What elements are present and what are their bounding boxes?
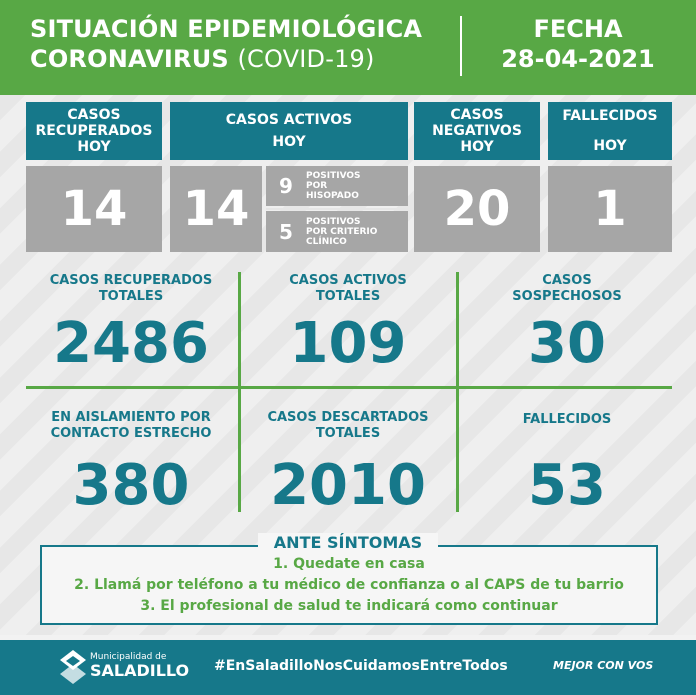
- clinico-label-2: POR CRITERIO: [306, 226, 378, 237]
- negativos-hoy-header: [414, 102, 540, 160]
- hisopado-label: [306, 171, 361, 201]
- activos-totales-label-1: CASOS ACTIVOS: [289, 273, 407, 288]
- page-title: [30, 14, 422, 74]
- sospechosos-label-1: CASOS: [542, 273, 592, 288]
- activos-hoy-header: [170, 102, 408, 160]
- fallecidos-hoy-header: [548, 102, 672, 160]
- sospechosos-label-2: SOSPECHOSOS: [512, 289, 622, 304]
- municipality-big: SALADILLO: [90, 661, 190, 680]
- activos-totales-value: 109: [289, 311, 407, 376]
- hisopado-label-1: POSITIVOS: [306, 171, 361, 181]
- grid-line-vertical-2: [456, 272, 459, 512]
- recuperados-hoy-label-3: HOY: [77, 139, 111, 155]
- aislamiento-label-1: EN AISLAMIENTO POR: [51, 410, 211, 425]
- fallecidos-totales-label: FALLECIDOS: [522, 412, 612, 427]
- activos-hoy-value: 14: [170, 166, 262, 252]
- sospechosos-value: 30: [528, 311, 606, 376]
- activos-sub-divider: [266, 208, 408, 210]
- aislamiento-value: 380: [72, 453, 190, 518]
- aislamiento-label: [26, 410, 236, 442]
- clinico-value: 5: [279, 219, 293, 244]
- symptom-item-1: 1. Quedate en casa: [273, 556, 425, 572]
- footer-slogan: MEJOR CON VOS: [553, 659, 654, 672]
- grid-line-horizontal: [26, 386, 672, 389]
- recuperados-hoy-value: 14: [26, 166, 162, 252]
- descartados-label-2: TOTALES: [315, 426, 381, 441]
- title-coronavirus: CORONAVIRUS: [30, 45, 229, 73]
- recuperados-hoy-label-2: RECUPERADOS: [35, 123, 153, 139]
- header-divider: [460, 16, 462, 76]
- fallecidos-hoy-value: 1: [548, 166, 672, 252]
- descartados-value: 2010: [270, 453, 426, 518]
- saladillo-logo-icon: [60, 650, 86, 684]
- date-label: FECHA: [533, 15, 623, 43]
- aislamiento-label-2: CONTACTO ESTRECHO: [50, 426, 212, 441]
- municipality-small: Municipalidad de: [90, 652, 167, 662]
- recuperados-totales-label: [26, 273, 236, 305]
- activos-hisopado-row: [266, 166, 408, 206]
- grid-line-vertical-1: [238, 272, 241, 512]
- activos-hoy-label-2: HOY: [272, 134, 306, 150]
- clinico-label: [306, 217, 377, 247]
- footer-hashtag: #EnSaladilloNosCuidamosEntreTodos: [214, 658, 508, 674]
- symptom-item-2: 2. Llamá por teléfono a tu médico de confianza o al CAPS de tu barrio: [74, 577, 624, 593]
- hisopado-label-3: HISOPADO: [306, 191, 359, 201]
- symptom-item-3: 3. El profesional de salud te indicará como continuar: [140, 598, 558, 614]
- recuperados-hoy-label-1: CASOS: [67, 107, 121, 123]
- descartados-label-1: CASOS DESCARTADOS: [267, 410, 429, 425]
- recuperados-totales-value: 2486: [53, 311, 209, 376]
- negativos-hoy-label-3: HOY: [460, 139, 494, 155]
- date-block: [478, 14, 678, 74]
- activos-hoy-label-1: CASOS ACTIVOS: [225, 112, 353, 128]
- symptoms-title: ANTE SÍNTOMAS: [258, 533, 438, 552]
- descartados-label: [242, 410, 454, 442]
- clinico-label-1: POSITIVOS: [306, 216, 361, 227]
- title-covid: (COVID-19): [237, 45, 375, 73]
- fallecidos-totales-value: 53: [528, 453, 606, 518]
- activos-totales-label-2: TOTALES: [315, 289, 381, 304]
- recuperados-totales-label-2: TOTALES: [98, 289, 164, 304]
- negativos-hoy-label-1: CASOS: [450, 107, 504, 123]
- title-line-1: SITUACIÓN EPIDEMIOLÓGICA: [30, 15, 423, 43]
- negativos-hoy-value: 20: [414, 166, 540, 252]
- date-value: 28-04-2021: [501, 45, 655, 73]
- clinico-label-3: CLÍNICO: [306, 236, 347, 247]
- activos-clinico-row: [266, 211, 408, 252]
- sospechosos-label: [462, 273, 672, 305]
- recuperados-hoy-header: [26, 102, 162, 160]
- negativos-hoy-label-2: NEGATIVOS: [432, 123, 522, 139]
- hisopado-label-2: POR: [306, 181, 328, 191]
- title-line-2: [30, 44, 422, 74]
- fallecidos-hoy-label-1: FALLECIDOS: [562, 108, 658, 124]
- activos-totales-label: [242, 273, 454, 305]
- municipality-name: [90, 652, 189, 680]
- hisopado-value: 9: [279, 174, 293, 198]
- fallecidos-hoy-label-2: HOY: [593, 138, 627, 154]
- recuperados-totales-label-1: CASOS RECUPERADOS: [49, 273, 213, 288]
